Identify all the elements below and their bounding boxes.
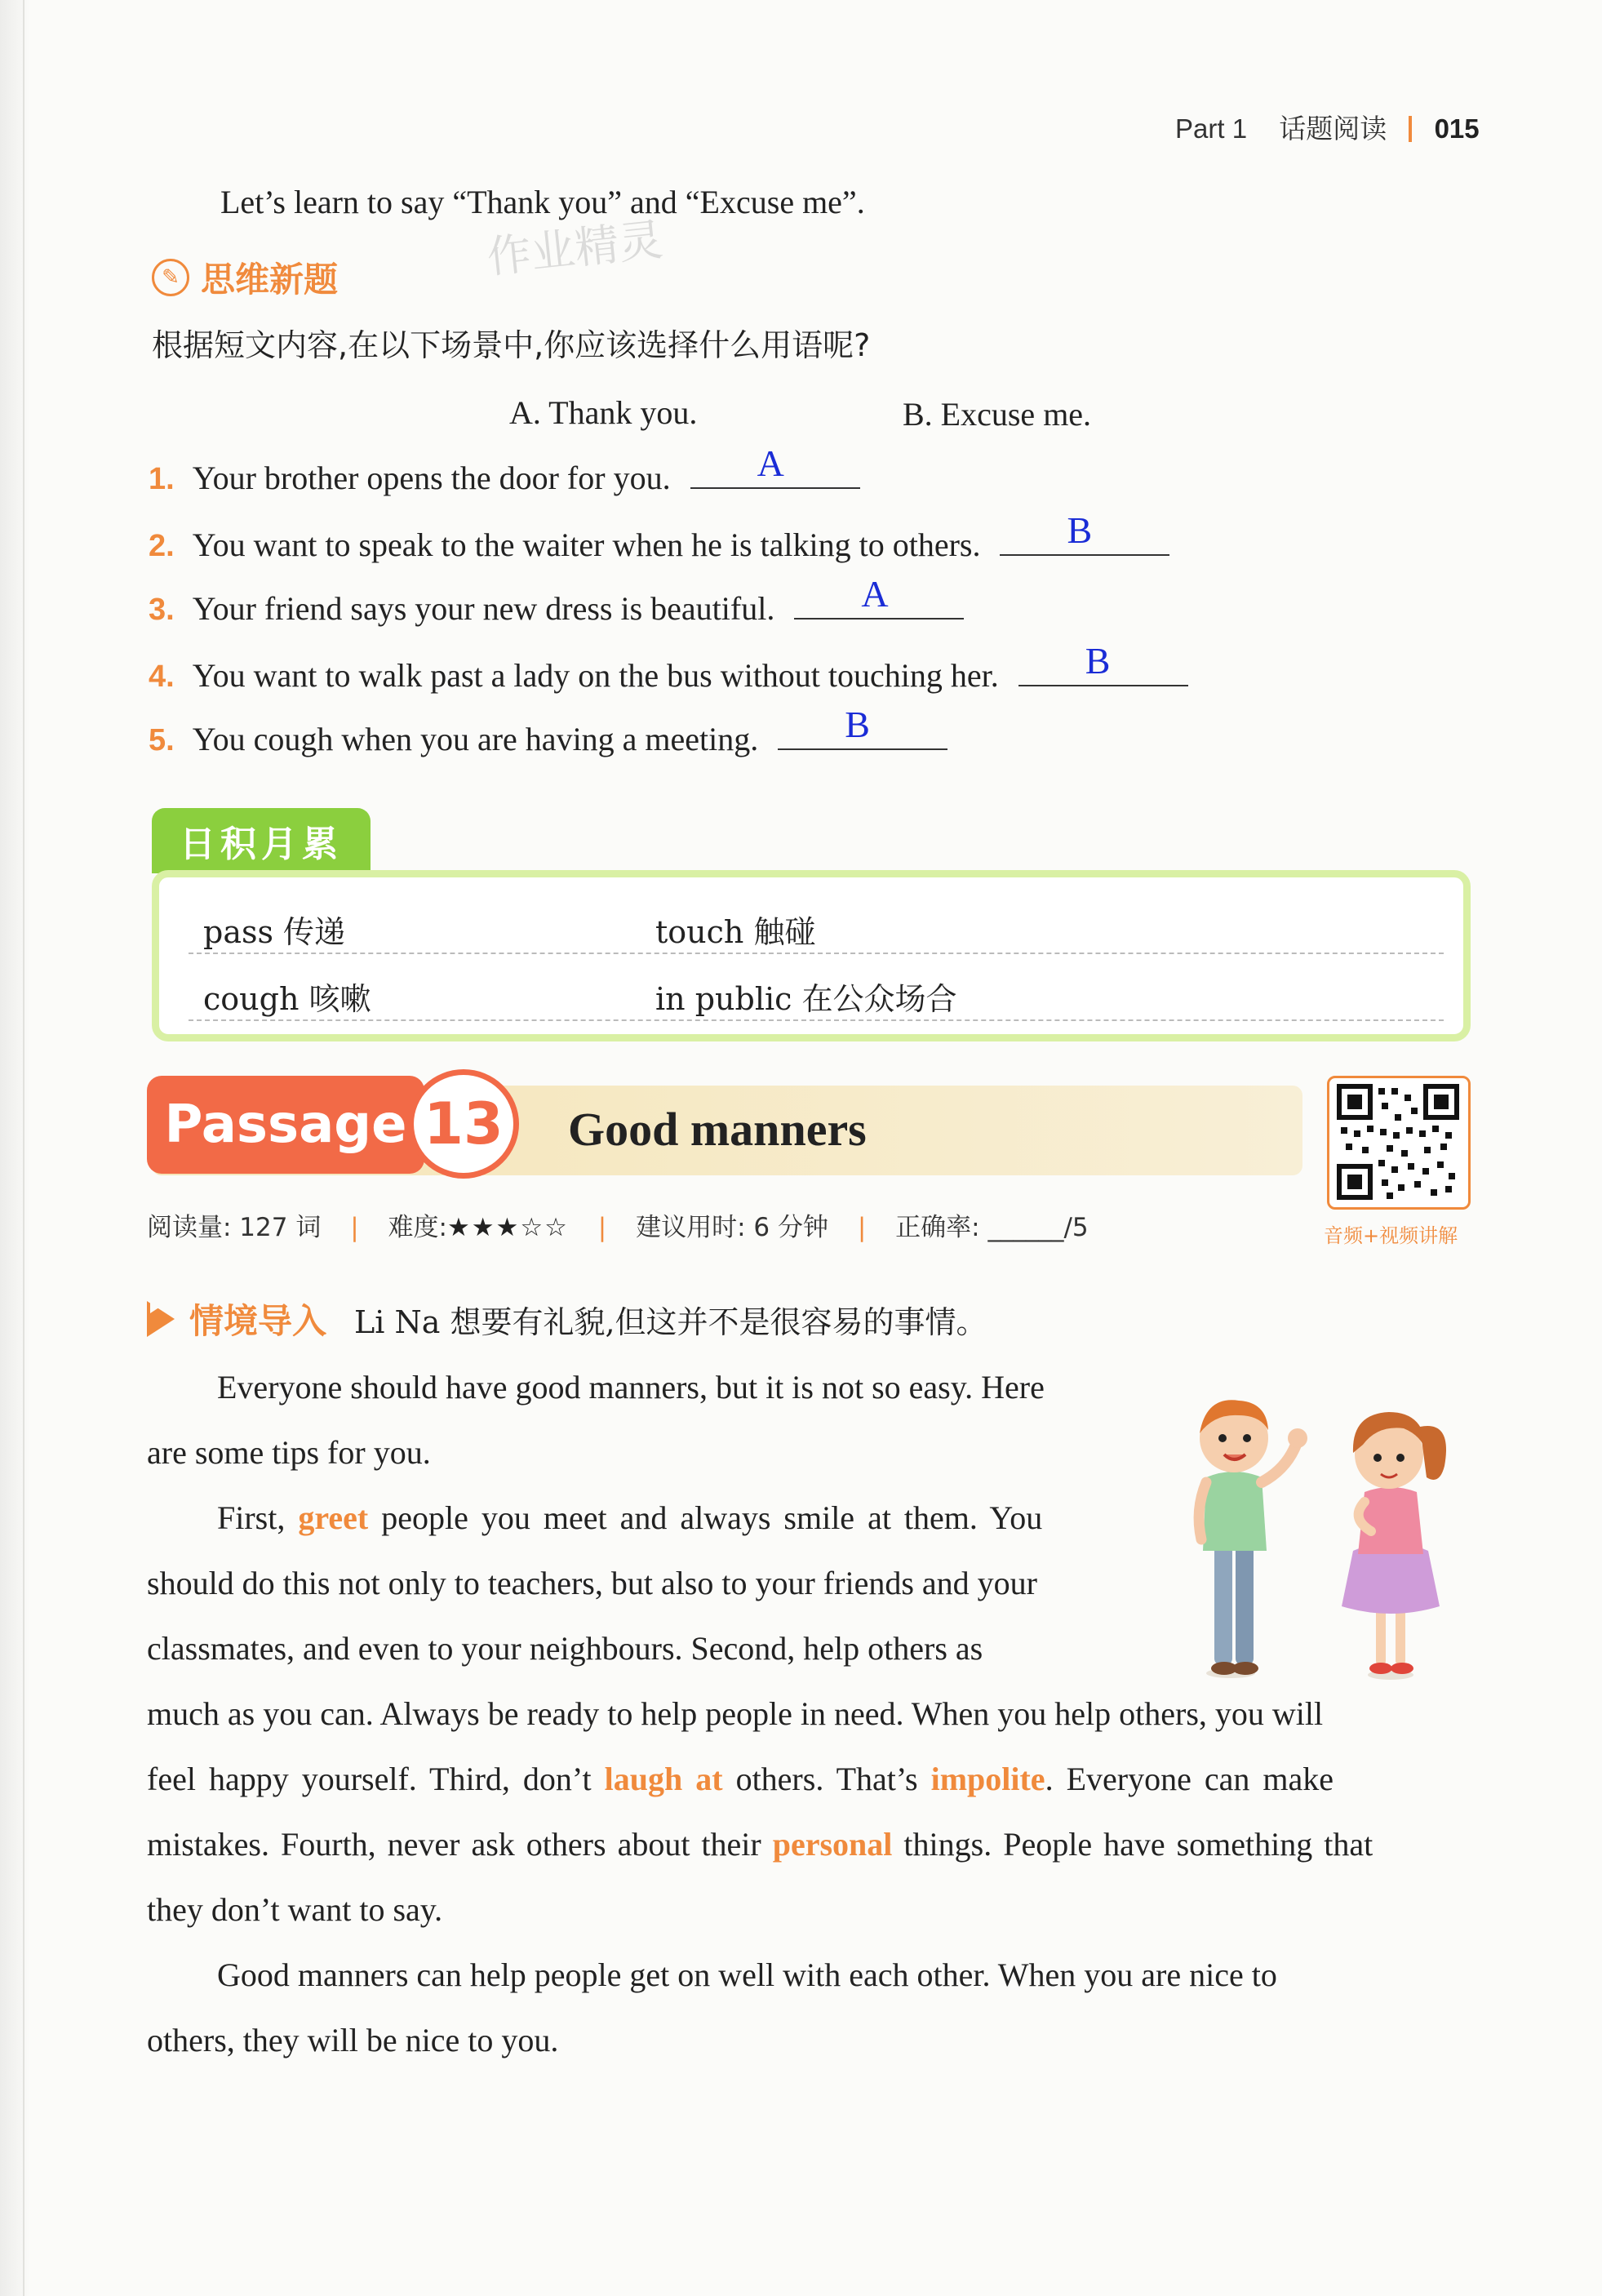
- qr-pattern-icon: [1329, 1078, 1468, 1207]
- answer-value: B: [1067, 509, 1093, 551]
- question-3: [149, 573, 964, 627]
- thinking-section-header: [152, 253, 338, 302]
- keyword-greet: greet: [298, 1499, 369, 1536]
- meta-separator: |: [597, 1213, 607, 1242]
- body-line-5: classmates, and even to your neighbours. Second, help others as: [147, 1630, 983, 1667]
- body-line-4: should do this not only to teachers, but also to your friends and your: [147, 1565, 1037, 1601]
- body-line-9: they don’t want to say.: [147, 1891, 443, 1928]
- body-line-10: Good manners can help people get on well with each other. When you are nice to: [217, 1956, 1277, 1993]
- keyword-laugh-at: laugh at: [604, 1761, 723, 1797]
- answer-value: B: [845, 704, 870, 745]
- context-title: 情境导入: [189, 1301, 327, 1341]
- body-line-11: others, they will be nice to you.: [147, 2022, 559, 2058]
- body-text: things. People have something that: [903, 1826, 1373, 1863]
- option-b: B. Excuse me.: [903, 396, 1092, 433]
- vocab-item: pass 传递: [203, 914, 346, 950]
- body-text: . Everyone can make: [1045, 1761, 1334, 1797]
- body-line-3: [217, 1499, 1123, 1537]
- question-text: Your brother opens the door for you.: [192, 460, 671, 496]
- body-line-7: [147, 1760, 1334, 1798]
- body-text: others. That’s: [735, 1761, 918, 1797]
- meta-separator: |: [350, 1213, 359, 1242]
- passage-title: Good manners: [568, 1103, 867, 1156]
- question-number: 3.: [149, 593, 175, 627]
- answer-blank[interactable]: [778, 704, 947, 750]
- body-text: feel happy yourself. Third, don’t: [147, 1761, 592, 1797]
- question-number: 1.: [149, 462, 175, 496]
- vocab-divider: [189, 953, 1444, 954]
- accuracy-field[interactable]: 正确率: ______/5: [895, 1213, 1089, 1242]
- difficulty-stars: ★★★☆☆: [446, 1213, 569, 1242]
- answer-blank[interactable]: [1018, 640, 1188, 686]
- page-header: [1175, 108, 1480, 146]
- question-2: [149, 509, 1169, 563]
- vocab-box: [152, 870, 1471, 1041]
- meta-separator: |: [857, 1213, 867, 1242]
- play-arrow-icon: [147, 1301, 175, 1337]
- vocab-item: in public 在公众场合: [655, 981, 957, 1017]
- suggested-time: 建议用时: 6 分钟: [636, 1213, 828, 1242]
- passage-meta: [147, 1206, 1089, 1243]
- thinking-prompt: 根据短文内容,在以下场景中,你应该选择什么用语呢?: [152, 327, 871, 363]
- keyword-personal: personal: [772, 1826, 893, 1863]
- header-divider: [1409, 116, 1412, 142]
- option-a: A. Thank you.: [509, 394, 698, 431]
- body-line-1: Everyone should have good manners, but it is not so easy. Here: [217, 1369, 1045, 1406]
- book-spine-line: [23, 0, 24, 2296]
- answer-blank[interactable]: [1000, 509, 1169, 556]
- question-number: 5.: [149, 723, 175, 757]
- question-text: You cough when you are having a meeting.: [192, 721, 759, 757]
- vocab-divider: [189, 1019, 1444, 1021]
- pencil-icon: ✎: [152, 259, 189, 296]
- question-5: [149, 704, 947, 757]
- body-line-8: [147, 1825, 1373, 1863]
- context-intro: [147, 1295, 987, 1343]
- boy-figure: [1199, 1400, 1307, 1678]
- answer-blank[interactable]: [794, 573, 964, 620]
- answer-value: A: [757, 442, 784, 484]
- qr-code[interactable]: [1327, 1076, 1471, 1210]
- answer-value: B: [1085, 640, 1111, 682]
- question-4: [149, 640, 1188, 694]
- thinking-title: 思维新题: [201, 260, 339, 300]
- vocab-item: cough 咳嗽: [203, 981, 371, 1017]
- passage-number: 13: [408, 1069, 519, 1179]
- answer-blank[interactable]: [690, 442, 860, 489]
- context-text: Li Na 想要有礼貌,但这并不是很容易的事情。: [354, 1303, 987, 1340]
- vocab-tab: 日积月累: [152, 808, 371, 873]
- girl-figure: [1342, 1412, 1446, 1680]
- page-number: 015: [1434, 113, 1480, 144]
- watermark-text: 作业精灵: [484, 213, 666, 284]
- question-1: [149, 442, 860, 496]
- qr-caption: 音频+视频讲解: [1324, 1224, 1458, 1247]
- answer-value: A: [861, 573, 889, 615]
- body-text: people you meet and always smile at them. You: [381, 1499, 1043, 1536]
- body-text: mistakes. Fourth, never ask others about their: [147, 1826, 761, 1863]
- word-count: 阅读量: 127 词: [147, 1213, 322, 1242]
- question-number: 4.: [149, 659, 175, 694]
- question-text: You want to walk past a lady on the bus without touching her.: [192, 657, 999, 694]
- question-text: Your friend says your new dress is beautiful.: [192, 590, 775, 627]
- book-spine-shadow: [0, 0, 29, 2296]
- children-illustration: [1182, 1388, 1476, 1690]
- body-line-2: are some tips for you.: [147, 1434, 431, 1471]
- question-text: You want to speak to the waiter when he is talking to others.: [192, 526, 981, 563]
- difficulty-label: 难度:: [388, 1213, 447, 1242]
- question-number: 2.: [149, 529, 175, 563]
- body-text: First,: [217, 1499, 286, 1536]
- intro-line: Let’s learn to say “Thank you” and “Excuse me”.: [220, 184, 865, 220]
- header-part: Part 1: [1175, 113, 1248, 144]
- header-topic: 话题阅读: [1279, 113, 1387, 144]
- vocab-item: touch 触碰: [655, 914, 816, 950]
- keyword-impolite: impolite: [930, 1761, 1045, 1797]
- body-line-6: much as you can. Always be ready to help people in need. When you help others, you will: [147, 1695, 1324, 1732]
- passage-label: Passage: [147, 1076, 424, 1174]
